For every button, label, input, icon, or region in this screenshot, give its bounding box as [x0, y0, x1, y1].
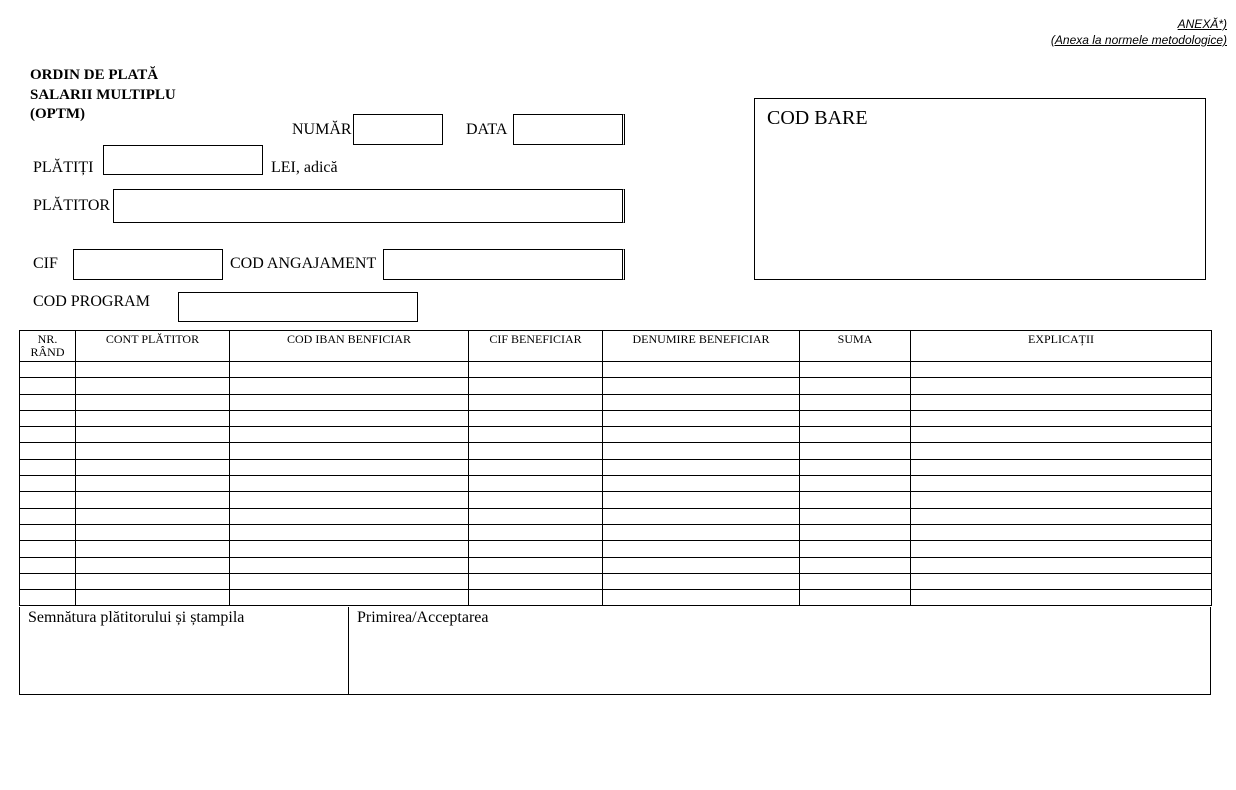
cell-cont-platitor[interactable]	[76, 394, 230, 410]
suma-input[interactable]	[800, 427, 910, 442]
cif-beneficiar-input[interactable]	[469, 476, 602, 491]
cell-cont-platitor[interactable]	[76, 362, 230, 378]
suma-input[interactable]	[800, 558, 910, 573]
header-denumire-beneficiar: DENUMIRE BENEFICIAR	[603, 331, 800, 362]
cell-cont-platitor[interactable]	[76, 492, 230, 508]
suma-input[interactable]	[800, 395, 910, 410]
cell-denumire-beneficiar[interactable]	[603, 410, 800, 426]
beneficiary-table	[19, 330, 1212, 606]
cell-cod-iban[interactable]	[230, 492, 469, 508]
cell-nr-rand[interactable]	[20, 573, 76, 589]
table-row	[20, 476, 1212, 492]
platitor-field[interactable]	[113, 189, 625, 223]
cell-explicatii[interactable]	[911, 508, 1212, 524]
cif-field[interactable]	[73, 249, 223, 280]
cell-cod-iban[interactable]	[230, 573, 469, 589]
cell-denumire-beneficiar[interactable]	[603, 590, 800, 606]
table-row	[20, 362, 1212, 378]
table-row	[20, 573, 1212, 589]
denumire-beneficiar-input[interactable]	[603, 509, 799, 524]
cell-cont-platitor[interactable]	[76, 443, 230, 459]
cell-suma[interactable]	[800, 378, 911, 394]
explicatii-input[interactable]	[911, 509, 1211, 524]
cod-iban-input[interactable]	[230, 574, 468, 589]
cell-explicatii[interactable]	[911, 573, 1212, 589]
explicatii-input[interactable]	[911, 558, 1211, 573]
explicatii-input[interactable]	[911, 411, 1211, 426]
cell-cod-iban[interactable]	[230, 362, 469, 378]
cell-cif-beneficiar[interactable]	[469, 378, 603, 394]
cif-input[interactable]	[74, 250, 222, 279]
document-title	[30, 66, 176, 125]
nr-rand-input[interactable]	[20, 574, 75, 589]
cell-cif-beneficiar[interactable]	[469, 410, 603, 426]
nr-rand-input[interactable]	[20, 590, 75, 605]
title-line-1: ORDIN DE PLATĂ	[30, 67, 159, 83]
signature-area	[19, 607, 1211, 695]
cell-cif-beneficiar[interactable]	[469, 557, 603, 573]
cont-platitor-input[interactable]	[76, 558, 229, 573]
cod-iban-input[interactable]	[230, 460, 468, 475]
suma-input[interactable]	[800, 378, 910, 393]
denumire-beneficiar-input[interactable]	[603, 492, 799, 507]
cell-cif-beneficiar[interactable]	[469, 362, 603, 378]
cell-cif-beneficiar[interactable]	[469, 573, 603, 589]
nr-rand-input[interactable]	[20, 411, 75, 426]
cod-iban-input[interactable]	[230, 590, 468, 605]
cont-platitor-input[interactable]	[76, 362, 229, 377]
nr-rand-input[interactable]	[20, 525, 75, 540]
denumire-beneficiar-input[interactable]	[603, 558, 799, 573]
numar-field[interactable]	[353, 114, 443, 145]
cell-cont-platitor[interactable]	[76, 427, 230, 443]
header-nr: NR.	[37, 332, 58, 346]
cif-beneficiar-input[interactable]	[469, 525, 602, 540]
cont-platitor-input[interactable]	[76, 395, 229, 410]
cif-beneficiar-input[interactable]	[469, 509, 602, 524]
cont-platitor-input[interactable]	[76, 378, 229, 393]
cell-nr-rand[interactable]	[20, 524, 76, 540]
cod-iban-input[interactable]	[230, 558, 468, 573]
cell-cod-iban[interactable]	[230, 524, 469, 540]
cod-iban-input[interactable]	[230, 443, 468, 458]
cell-denumire-beneficiar[interactable]	[603, 378, 800, 394]
cell-nr-rand[interactable]	[20, 378, 76, 394]
cell-cif-beneficiar[interactable]	[469, 492, 603, 508]
denumire-beneficiar-input[interactable]	[603, 574, 799, 589]
denumire-beneficiar-input[interactable]	[603, 460, 799, 475]
title-line-3: (OPTM)	[30, 106, 85, 122]
table-row	[20, 459, 1212, 475]
platitor-label: PLĂTITOR	[33, 197, 111, 214]
lei-label: LEI, adică	[271, 159, 338, 176]
acceptance-box[interactable]	[349, 607, 1210, 694]
suma-input[interactable]	[800, 525, 910, 540]
cell-suma[interactable]	[800, 541, 911, 557]
cont-platitor-input[interactable]	[76, 476, 229, 491]
data-input[interactable]	[514, 115, 622, 144]
cell-cif-beneficiar[interactable]	[469, 459, 603, 475]
denumire-beneficiar-input[interactable]	[603, 590, 799, 605]
suma-input[interactable]	[800, 362, 910, 377]
cell-explicatii[interactable]	[911, 443, 1212, 459]
cell-denumire-beneficiar[interactable]	[603, 557, 800, 573]
cod-program-field[interactable]	[178, 292, 418, 322]
cell-explicatii[interactable]	[911, 590, 1212, 606]
cell-explicatii[interactable]	[911, 557, 1212, 573]
cell-explicatii[interactable]	[911, 394, 1212, 410]
cell-suma[interactable]	[800, 476, 911, 492]
table-body	[20, 362, 1212, 606]
denumire-beneficiar-input[interactable]	[603, 411, 799, 426]
cell-suma[interactable]	[800, 410, 911, 426]
cell-suma[interactable]	[800, 443, 911, 459]
cif-beneficiar-input[interactable]	[469, 574, 602, 589]
explicatii-input[interactable]	[911, 378, 1211, 393]
table-row	[20, 378, 1212, 394]
cell-cont-platitor[interactable]	[76, 410, 230, 426]
cell-cod-iban[interactable]	[230, 427, 469, 443]
table-row	[20, 524, 1212, 540]
cell-explicatii[interactable]	[911, 378, 1212, 394]
cif-beneficiar-input[interactable]	[469, 362, 602, 377]
cell-cont-platitor[interactable]	[76, 590, 230, 606]
cont-platitor-input[interactable]	[76, 492, 229, 507]
nr-rand-input[interactable]	[20, 509, 75, 524]
cif-beneficiar-input[interactable]	[469, 492, 602, 507]
cell-cod-iban[interactable]	[230, 508, 469, 524]
suma-input[interactable]	[800, 590, 910, 605]
explicatii-input[interactable]	[911, 541, 1211, 556]
cell-cif-beneficiar[interactable]	[469, 476, 603, 492]
cell-cif-beneficiar[interactable]	[469, 590, 603, 606]
denumire-beneficiar-input[interactable]	[603, 395, 799, 410]
cont-platitor-input[interactable]	[76, 460, 229, 475]
cod-program-input[interactable]	[179, 293, 417, 321]
suma-input[interactable]	[800, 411, 910, 426]
cell-denumire-beneficiar[interactable]	[603, 492, 800, 508]
payer-signature-box[interactable]	[20, 607, 349, 694]
cell-cod-iban[interactable]	[230, 459, 469, 475]
header-explicatii: EXPLICAȚII	[911, 331, 1212, 362]
cod-iban-input[interactable]	[230, 427, 468, 442]
cell-cont-platitor[interactable]	[76, 378, 230, 394]
cell-explicatii[interactable]	[911, 524, 1212, 540]
nr-rand-input[interactable]	[20, 395, 75, 410]
annex-label: ANEXĂ*)	[1177, 17, 1227, 31]
cell-cod-iban[interactable]	[230, 476, 469, 492]
cod-angajament-input[interactable]	[384, 250, 622, 279]
data-field[interactable]	[513, 114, 625, 145]
table-header-row	[20, 331, 1212, 362]
cell-denumire-beneficiar[interactable]	[603, 508, 800, 524]
cell-explicatii[interactable]	[911, 362, 1212, 378]
cell-nr-rand[interactable]	[20, 394, 76, 410]
cell-denumire-beneficiar[interactable]	[603, 573, 800, 589]
barcode-box	[754, 98, 1206, 280]
suma-input[interactable]	[800, 460, 910, 475]
platiti-label: PLĂTIȚI	[33, 159, 94, 176]
cell-suma[interactable]	[800, 557, 911, 573]
cell-cont-platitor[interactable]	[76, 557, 230, 573]
payer-signature-label: Semnătura plătitorului și ștampila	[28, 609, 245, 626]
explicatii-input[interactable]	[911, 460, 1211, 475]
cif-beneficiar-input[interactable]	[469, 460, 602, 475]
cell-cif-beneficiar[interactable]	[469, 541, 603, 557]
numar-input[interactable]	[354, 115, 442, 144]
cell-suma[interactable]	[800, 394, 911, 410]
table-row	[20, 410, 1212, 426]
header-cif-beneficiar: CIF BENEFICIAR	[469, 331, 603, 362]
cell-denumire-beneficiar[interactable]	[603, 459, 800, 475]
cif-label: CIF	[33, 255, 58, 272]
cont-platitor-input[interactable]	[76, 590, 229, 605]
cell-nr-rand[interactable]	[20, 541, 76, 557]
cell-suma[interactable]	[800, 524, 911, 540]
table-row	[20, 557, 1212, 573]
cod-iban-input[interactable]	[230, 395, 468, 410]
explicatii-input[interactable]	[911, 525, 1211, 540]
numar-label: NUMĂR	[292, 121, 352, 138]
nr-rand-input[interactable]	[20, 492, 75, 507]
cell-suma[interactable]	[800, 459, 911, 475]
cell-explicatii[interactable]	[911, 459, 1212, 475]
cell-suma[interactable]	[800, 427, 911, 443]
barcode-label: COD BARE	[767, 107, 868, 129]
cell-cod-iban[interactable]	[230, 557, 469, 573]
cod-iban-input[interactable]	[230, 378, 468, 393]
suma-input[interactable]	[800, 574, 910, 589]
cont-platitor-input[interactable]	[76, 509, 229, 524]
explicatii-input[interactable]	[911, 427, 1211, 442]
cod-iban-input[interactable]	[230, 509, 468, 524]
cell-denumire-beneficiar[interactable]	[603, 362, 800, 378]
cell-explicatii[interactable]	[911, 541, 1212, 557]
suma-input[interactable]	[800, 443, 910, 458]
cell-suma[interactable]	[800, 508, 911, 524]
cell-cif-beneficiar[interactable]	[469, 508, 603, 524]
header-cont-platitor: CONT PLĂTITOR	[76, 331, 230, 362]
header-nr-rand	[20, 331, 76, 362]
cont-platitor-input[interactable]	[76, 443, 229, 458]
suma-input[interactable]	[800, 492, 910, 507]
table-row	[20, 492, 1212, 508]
cell-explicatii[interactable]	[911, 492, 1212, 508]
cell-nr-rand[interactable]	[20, 362, 76, 378]
cif-beneficiar-input[interactable]	[469, 427, 602, 442]
cell-cont-platitor[interactable]	[76, 476, 230, 492]
header-rand: RÂND	[30, 345, 65, 359]
explicatii-input[interactable]	[911, 362, 1211, 377]
explicatii-input[interactable]	[911, 476, 1211, 491]
nr-rand-input[interactable]	[20, 378, 75, 393]
cell-explicatii[interactable]	[911, 427, 1212, 443]
cell-cod-iban[interactable]	[230, 443, 469, 459]
denumire-beneficiar-input[interactable]	[603, 427, 799, 442]
cont-platitor-input[interactable]	[76, 574, 229, 589]
title-line-2: SALARII MULTIPLU	[30, 86, 176, 103]
cell-suma[interactable]	[800, 573, 911, 589]
explicatii-input[interactable]	[911, 492, 1211, 507]
cell-cont-platitor[interactable]	[76, 524, 230, 540]
header-suma: SUMA	[800, 331, 911, 362]
cell-nr-rand[interactable]	[20, 410, 76, 426]
cell-nr-rand[interactable]	[20, 557, 76, 573]
table-row	[20, 541, 1212, 557]
cell-denumire-beneficiar[interactable]	[603, 394, 800, 410]
table-row	[20, 443, 1212, 459]
cell-denumire-beneficiar[interactable]	[603, 541, 800, 557]
table-row	[20, 427, 1212, 443]
cell-cod-iban[interactable]	[230, 590, 469, 606]
cod-iban-input[interactable]	[230, 492, 468, 507]
cont-platitor-input[interactable]	[76, 411, 229, 426]
cont-platitor-input[interactable]	[76, 541, 229, 556]
cell-suma[interactable]	[800, 362, 911, 378]
cell-nr-rand[interactable]	[20, 427, 76, 443]
cont-platitor-input[interactable]	[76, 427, 229, 442]
cell-cod-iban[interactable]	[230, 394, 469, 410]
cod-iban-input[interactable]	[230, 525, 468, 540]
explicatii-input[interactable]	[911, 395, 1211, 410]
denumire-beneficiar-input[interactable]	[603, 362, 799, 377]
cell-denumire-beneficiar[interactable]	[603, 476, 800, 492]
cif-beneficiar-input[interactable]	[469, 443, 602, 458]
cif-beneficiar-input[interactable]	[469, 558, 602, 573]
denumire-beneficiar-input[interactable]	[603, 443, 799, 458]
cif-beneficiar-input[interactable]	[469, 541, 602, 556]
explicatii-input[interactable]	[911, 574, 1211, 589]
cont-platitor-input[interactable]	[76, 525, 229, 540]
header-cod-iban: COD IBAN BENFICIAR	[230, 331, 469, 362]
nr-rand-input[interactable]	[20, 460, 75, 475]
explicatii-input[interactable]	[911, 443, 1211, 458]
acceptance-label: Primirea/Acceptarea	[357, 609, 489, 626]
cell-explicatii[interactable]	[911, 410, 1212, 426]
cell-cif-beneficiar[interactable]	[469, 394, 603, 410]
cif-beneficiar-input[interactable]	[469, 411, 602, 426]
cell-cont-platitor[interactable]	[76, 459, 230, 475]
cell-nr-rand[interactable]	[20, 508, 76, 524]
cell-cod-iban[interactable]	[230, 410, 469, 426]
cell-explicatii[interactable]	[911, 476, 1212, 492]
table-row	[20, 590, 1212, 606]
denumire-beneficiar-input[interactable]	[603, 541, 799, 556]
suma-input[interactable]	[800, 541, 910, 556]
cell-cod-iban[interactable]	[230, 541, 469, 557]
suma-input[interactable]	[800, 509, 910, 524]
nr-rand-input[interactable]	[20, 476, 75, 491]
cell-cont-platitor[interactable]	[76, 573, 230, 589]
cell-cont-platitor[interactable]	[76, 541, 230, 557]
cod-program-label: COD PROGRAM	[33, 293, 150, 310]
cell-nr-rand[interactable]	[20, 492, 76, 508]
cell-cont-platitor[interactable]	[76, 508, 230, 524]
nr-rand-input[interactable]	[20, 443, 75, 458]
cell-cod-iban[interactable]	[230, 378, 469, 394]
table-row	[20, 508, 1212, 524]
cod-angajament-label: COD ANGAJAMENT	[230, 255, 377, 272]
platiti-input[interactable]	[104, 146, 262, 174]
cell-suma[interactable]	[800, 590, 911, 606]
denumire-beneficiar-input[interactable]	[603, 476, 799, 491]
cod-iban-input[interactable]	[230, 411, 468, 426]
table-row	[20, 394, 1212, 410]
nr-rand-input[interactable]	[20, 558, 75, 573]
cell-denumire-beneficiar[interactable]	[603, 427, 800, 443]
nr-rand-input[interactable]	[20, 427, 75, 442]
denumire-beneficiar-input[interactable]	[603, 525, 799, 540]
cod-iban-input[interactable]	[230, 476, 468, 491]
cell-nr-rand[interactable]	[20, 459, 76, 475]
cell-cif-beneficiar[interactable]	[469, 443, 603, 459]
cif-beneficiar-input[interactable]	[469, 590, 602, 605]
cell-denumire-beneficiar[interactable]	[603, 443, 800, 459]
denumire-beneficiar-input[interactable]	[603, 378, 799, 393]
platitor-input[interactable]	[114, 190, 622, 222]
cell-denumire-beneficiar[interactable]	[603, 524, 800, 540]
cell-nr-rand[interactable]	[20, 476, 76, 492]
cif-beneficiar-input[interactable]	[469, 395, 602, 410]
cell-nr-rand[interactable]	[20, 443, 76, 459]
cod-angajament-field[interactable]	[383, 249, 625, 280]
cell-nr-rand[interactable]	[20, 590, 76, 606]
cell-cif-beneficiar[interactable]	[469, 427, 603, 443]
annex-subtitle: (Anexa la normele metodologice)	[1050, 33, 1227, 47]
cod-iban-input[interactable]	[230, 541, 468, 556]
cell-cif-beneficiar[interactable]	[469, 524, 603, 540]
cell-suma[interactable]	[800, 492, 911, 508]
cif-beneficiar-input[interactable]	[469, 378, 602, 393]
cod-iban-input[interactable]	[230, 362, 468, 377]
nr-rand-input[interactable]	[20, 541, 75, 556]
nr-rand-input[interactable]	[20, 362, 75, 377]
explicatii-input[interactable]	[911, 590, 1211, 605]
suma-input[interactable]	[800, 476, 910, 491]
data-label: DATA	[466, 121, 508, 138]
platiti-field[interactable]	[103, 145, 263, 175]
